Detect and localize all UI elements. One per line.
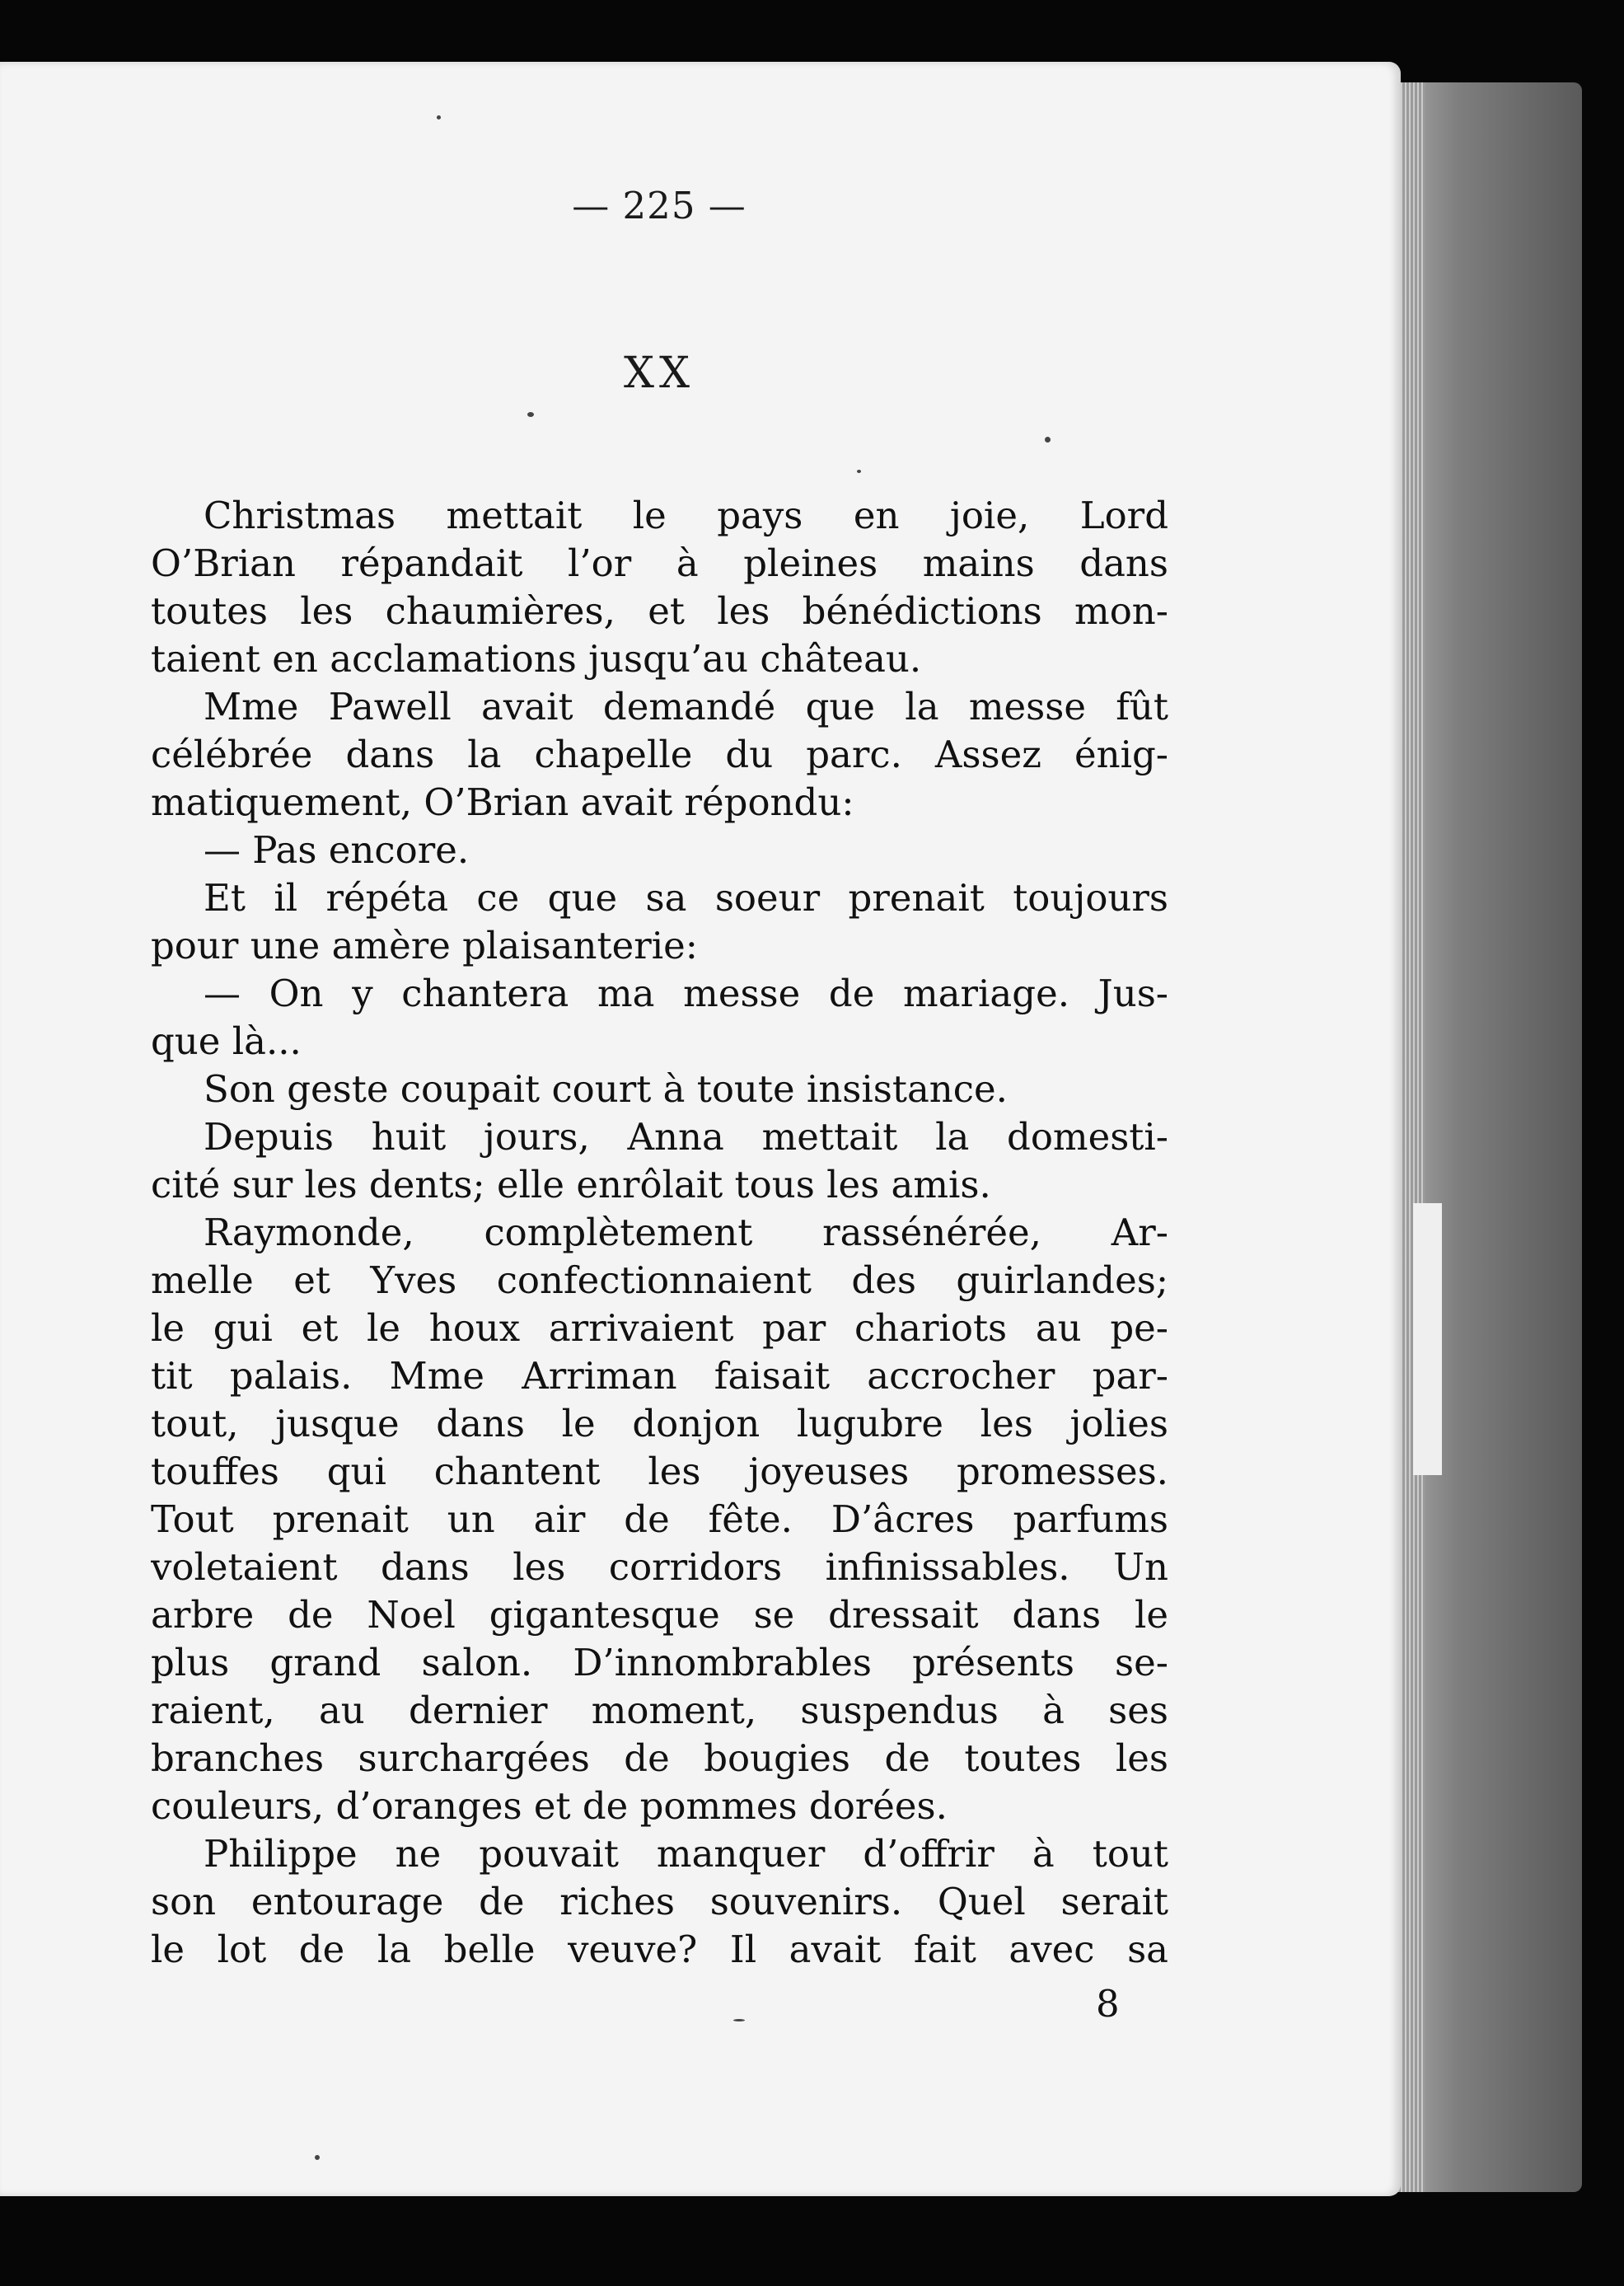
text-line: Tout prenait un air de fête. D’âcres parfums	[151, 1497, 1168, 1541]
ink-speck	[1045, 437, 1051, 443]
text-line: Son geste coupait court à toute insistance.	[204, 1067, 1008, 1111]
book-page	[0, 62, 1401, 2196]
text-line: le lot de la belle veuve? Il avait fait avec sa	[151, 1928, 1168, 1971]
text-line: Christmas mettait le pays en joie, Lord	[204, 494, 1168, 537]
ink-speck	[857, 470, 861, 473]
ink-speck	[315, 2155, 320, 2160]
page-number: — 225 —	[572, 184, 746, 227]
text-line: pour une amère plaisanterie:	[151, 924, 698, 967]
text-line: — Pas encore.	[204, 828, 470, 872]
text-line: tout, jusque dans le donjon lugubre les jolies	[151, 1402, 1168, 1445]
text-line: Mme Pawell avait demandé que la messe fût	[204, 685, 1168, 728]
text-line: arbre de Noel gigantesque se dressait dans le	[151, 1593, 1168, 1637]
signature-mark: 8	[1096, 1982, 1120, 2026]
text-line: branches surchargées de bougies de toutes les	[151, 1736, 1168, 1780]
text-line: Philippe ne pouvait manquer d’offrir à tout	[204, 1832, 1168, 1876]
text-line: melle et Yves confectionnaient des guirlandes;	[151, 1258, 1168, 1302]
text-line: — On y chantera ma messe de mariage. Jus-	[204, 972, 1168, 1015]
text-line: voletaient dans les corridors infinissables. Un	[151, 1545, 1168, 1589]
text-line: toutes les chaumières, et les bénédictions mon-	[151, 589, 1168, 633]
text-line: Et il répéta ce que sa soeur prenait toujours	[204, 876, 1168, 920]
text-line: taient en acclamations jusqu’au château.	[151, 637, 922, 681]
chapter-title: XX	[623, 349, 695, 398]
ink-speck	[437, 115, 441, 119]
page-edge-notch	[1413, 1203, 1442, 1475]
text-line: couleurs, d’oranges et de pommes dorées.	[151, 1784, 948, 1828]
ink-speck	[733, 2019, 745, 2021]
text-line: raient, au dernier moment, suspendus à ses	[151, 1689, 1168, 1732]
page-edge-stack	[1392, 82, 1582, 2192]
text-line: célébrée dans la chapelle du parc. Assez énig-	[151, 733, 1168, 776]
ink-speck	[527, 412, 534, 417]
text-line: O’Brian répandait l’or à pleines mains dans	[151, 541, 1168, 585]
text-line: que là...	[151, 1019, 302, 1063]
text-line: Depuis huit jours, Anna mettait la domesti-	[204, 1115, 1168, 1159]
text-line: Raymonde, complètement rassénérée, Ar-	[204, 1211, 1168, 1254]
text-line: touffes qui chantent les joyeuses promesses.	[151, 1450, 1168, 1493]
text-line: son entourage de riches souvenirs. Quel serait	[151, 1880, 1168, 1923]
text-line: tit palais. Mme Arriman faisait accrocher par-	[151, 1354, 1168, 1398]
text-line: cité sur les dents; elle enrôlait tous les amis.	[151, 1163, 991, 1206]
text-line: plus grand salon. D’innombrables présents se-	[151, 1641, 1168, 1684]
body-text	[151, 492, 1168, 1974]
text-line: le gui et le houx arrivaient par chariots au pe-	[151, 1306, 1168, 1350]
text-line: matiquement, O’Brian avait répondu:	[151, 780, 854, 824]
